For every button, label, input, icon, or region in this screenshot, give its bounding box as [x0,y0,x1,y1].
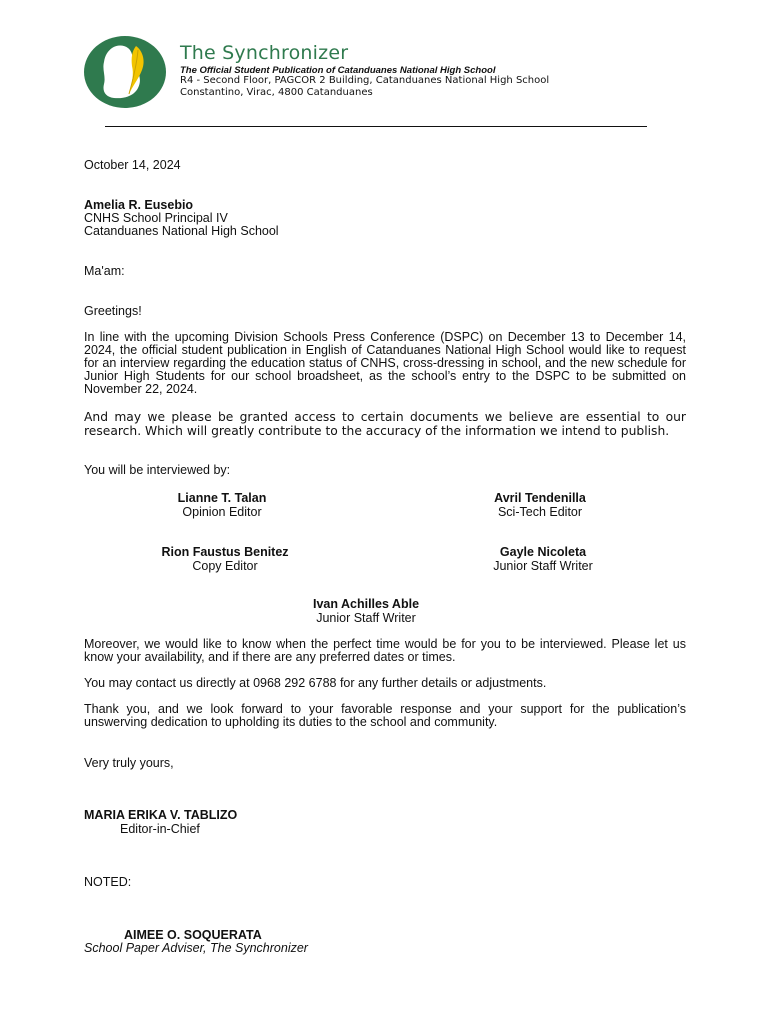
interviewer-name: Lianne T. Talan [177,491,267,505]
body-paragraph: In line with the upcoming Division Schools Press Conference (DSPC) on December 13 to December 14, 2024, the official student publication in English of Catanduanes National High School would like to request for an interview regarding the education status of CNHS, cross-dressing in school, and the new schedule for Junior High Students for our school broadsheet, as the school’s entry to the DSPC to be submitted on November 22, 2024. [84,330,686,396]
interviewers-intro: You will be interviewed by: [84,463,231,477]
recipient-name: Amelia R. Eusebio [84,198,194,212]
recipient-school: Catanduanes National High School [84,224,279,238]
adviser-role: School Paper Adviser, The Synchronizer [84,941,308,955]
recipient-title: CNHS School Principal IV [84,211,228,225]
interviewer-name: Avril Tendenilla [494,491,586,505]
salutation: Ma'am: [84,264,125,278]
interviewer [443,545,643,573]
feather-quill-island-logo [84,36,166,108]
noted-label: NOTED: [84,875,132,889]
interviewer-name: Ivan Achilles Able [312,597,420,611]
interviewer-role: Junior Staff Writer [493,559,593,573]
signatory-name: MARIA ERIKA V. TABLIZO [84,808,238,822]
publication-name: The Synchronizer [180,42,349,64]
interviewer-role: Opinion Editor [182,505,262,519]
letter-date: October 14, 2024 [84,158,181,172]
interviewer [266,597,466,625]
interviewer [440,491,640,519]
closing: Very truly yours, [84,756,174,770]
body-paragraph: And may we please be granted access to certain documents we believe are essential to our research. Which will greatly contribute to the accuracy of the information we intend to publish. [84,410,686,438]
interviewer-role: Copy Editor [192,559,258,573]
body-paragraph: Thank you, and we look forward to your favorable response and your support for the publication’s unswerving dedication to upholding its duties to the school and community. [84,702,686,729]
signatory-role: Editor-in-Chief [120,822,200,836]
interviewer-role: Sci-Tech Editor [497,505,583,519]
interviewer-role: Junior Staff Writer [316,611,416,625]
interviewer-name: Rion Faustus Benitez [161,545,289,559]
interviewer [122,491,322,519]
body-paragraph: Moreover, we would like to know when the perfect time would be for you to be interviewed. Please let us know your availability, and if there are any preferred dates or times. [84,637,686,664]
interviewer-name: Gayle Nicoleta [499,545,587,559]
adviser-name: AIMEE O. SOQUERATA [124,928,262,942]
publication-address: R4 - Second Floor, PAGCOR 2 Building, Catanduanes National High School Constantino, Virac, 4800 Catanduanes [180,75,550,98]
header-divider [105,126,647,127]
publication-tagline: The Official Student Publication of Catanduanes National High School [180,65,496,76]
greeting: Greetings! [84,304,142,318]
interviewer [125,545,325,573]
body-paragraph: You may contact us directly at 0968 292 6788 for any further details or adjustments. [84,676,547,690]
